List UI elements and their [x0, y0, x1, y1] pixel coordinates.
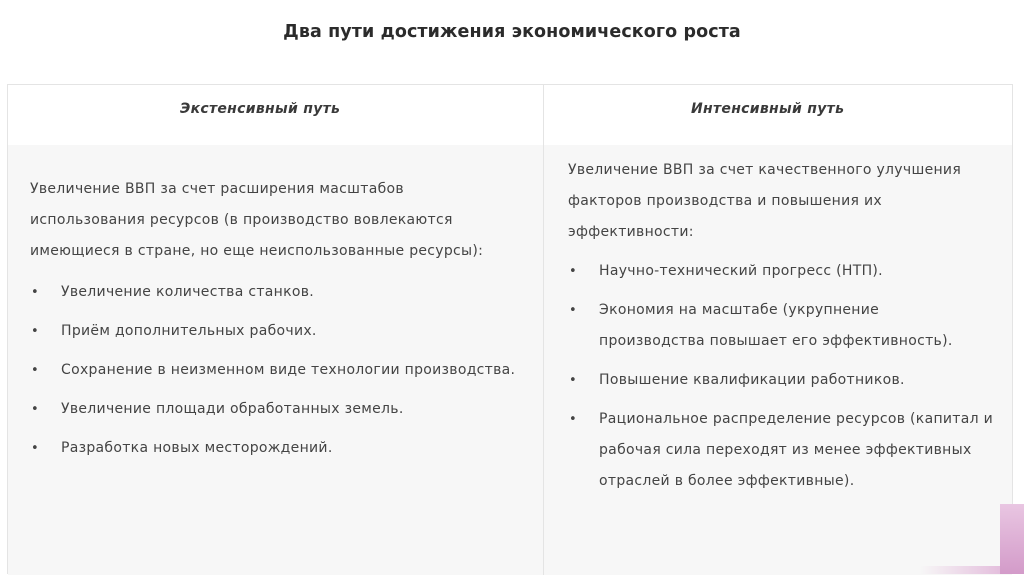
- list-item: • Увеличение площади обработанных земель.: [30, 394, 535, 425]
- bullet-icon: •: [569, 373, 577, 388]
- table-header-row: [8, 85, 1012, 146]
- column-extensive: [30, 174, 535, 464]
- list-item: • Научно-технический прогресс (НТП).: [568, 256, 988, 287]
- bullet-icon: •: [31, 402, 39, 417]
- list-item: • Сохранение в неизменном виде технологии производства.: [30, 355, 516, 386]
- list-item: • Разработка новых месторождений.: [30, 433, 535, 464]
- header-intensive: Интенсивный путь: [691, 101, 845, 117]
- corner-decoration-strip: [920, 566, 1000, 574]
- list-item: • Приём дополнительных рабочих.: [30, 316, 535, 347]
- bullet-icon: •: [31, 285, 39, 300]
- page-title: Два пути достижения экономического роста: [283, 22, 741, 42]
- bullet-icon: •: [569, 412, 577, 427]
- header-extensive: Экстенсивный путь: [180, 101, 341, 117]
- intensive-list: [568, 256, 994, 497]
- corner-decoration: [1000, 504, 1024, 574]
- column-divider: [543, 85, 544, 575]
- list-item: • Рациональное распределение ресурсов (капитал и рабочая сила переходят из менее эффективных отраслей в более эффективные).: [568, 404, 1009, 497]
- bullet-icon: •: [569, 264, 577, 279]
- list-item: • Повышение квалификации работников.: [568, 365, 988, 396]
- list-item: • Увеличение количества станков.: [30, 277, 535, 308]
- bullet-icon: •: [31, 324, 39, 339]
- extensive-intro: Увеличение ВВП за счет расширения масштабов использования ресурсов (в производство вовлекаются имеющиеся в стране, но еще неиспользованные ресурсы):: [30, 181, 484, 259]
- bullet-icon: •: [31, 363, 39, 378]
- extensive-list: [30, 277, 535, 464]
- column-intensive: [568, 155, 994, 497]
- intensive-intro: Увеличение ВВП за счет качественного улучшения факторов производства и повышения их эффективности:: [568, 162, 962, 240]
- bullet-icon: •: [31, 441, 39, 456]
- list-item: • Экономия на масштабе (укрупнение производства повышает его эффективность).: [568, 295, 979, 357]
- comparison-table: [7, 84, 1013, 574]
- bullet-icon: •: [569, 303, 577, 318]
